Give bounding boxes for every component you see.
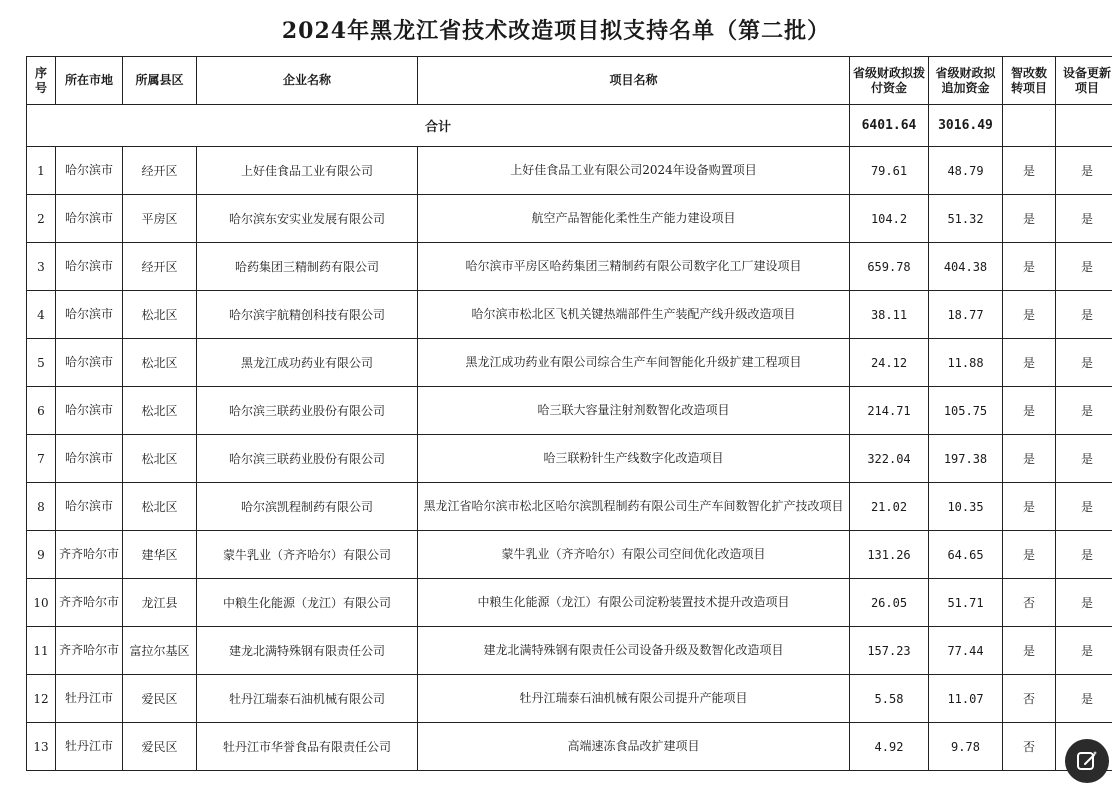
project-table (26, 56, 1112, 771)
cell-city: 牡丹江市 (56, 723, 123, 771)
cell-city: 哈尔滨市 (56, 435, 123, 483)
cell-fund-allocated: 79.61 (850, 147, 929, 195)
cell-company: 黑龙江成功药业有限公司 (197, 339, 418, 387)
cell-equipment-update: 是 (1056, 387, 1112, 435)
cell-equipment-update: 是 (1056, 531, 1112, 579)
cell-company: 哈尔滨三联药业股份有限公司 (197, 387, 418, 435)
table-row (27, 195, 1112, 243)
cell-company: 哈尔滨东安实业发展有限公司 (197, 195, 418, 243)
table-row (27, 291, 1112, 339)
cell-smart-transform: 是 (1003, 531, 1056, 579)
cell-equipment-update: 是 (1056, 483, 1112, 531)
cell-project: 哈三联粉针生产线数字化改造项目 (418, 435, 850, 483)
cell-project: 哈尔滨市平房区哈药集团三精制药有限公司数字化工厂建设项目 (418, 243, 850, 291)
cell-seq: 12 (27, 675, 56, 723)
cell-seq: 10 (27, 579, 56, 627)
cell-city: 哈尔滨市 (56, 147, 123, 195)
cell-fund-additional: 197.38 (929, 435, 1003, 483)
header-smart-transform: 智改数转项目 (1003, 57, 1056, 105)
cell-county: 松北区 (123, 291, 197, 339)
cell-fund-additional: 51.32 (929, 195, 1003, 243)
cell-city: 哈尔滨市 (56, 483, 123, 531)
cell-city: 牡丹江市 (56, 675, 123, 723)
total-empty-cell (1003, 105, 1056, 147)
cell-smart-transform: 否 (1003, 579, 1056, 627)
cell-equipment-update: 是 (1056, 435, 1112, 483)
cell-city: 齐齐哈尔市 (56, 579, 123, 627)
cell-company: 哈尔滨三联药业股份有限公司 (197, 435, 418, 483)
header-company: 企业名称 (197, 57, 418, 105)
cell-seq: 5 (27, 339, 56, 387)
cell-equipment-update: 是 (1056, 675, 1112, 723)
cell-fund-allocated: 131.26 (850, 531, 929, 579)
cell-fund-allocated: 4.92 (850, 723, 929, 771)
table-row (27, 339, 1112, 387)
cell-equipment-update: 是 (1056, 627, 1112, 675)
cell-fund-allocated: 214.71 (850, 387, 929, 435)
cell-fund-additional: 51.71 (929, 579, 1003, 627)
cell-county: 龙江县 (123, 579, 197, 627)
cell-fund-allocated: 24.12 (850, 339, 929, 387)
cell-seq: 9 (27, 531, 56, 579)
cell-city: 哈尔滨市 (56, 339, 123, 387)
total-label: 合计 (27, 105, 850, 147)
cell-project: 航空产品智能化柔性生产能力建设项目 (418, 195, 850, 243)
cell-smart-transform: 是 (1003, 387, 1056, 435)
cell-project: 建龙北满特殊钢有限责任公司设备升级及数智化改造项目 (418, 627, 850, 675)
cell-fund-allocated: 104.2 (850, 195, 929, 243)
cell-fund-allocated: 5.58 (850, 675, 929, 723)
cell-project: 黑龙江省哈尔滨市松北区哈尔滨凯程制药有限公司生产车间数智化扩产技改项目 (418, 483, 850, 531)
cell-fund-allocated: 26.05 (850, 579, 929, 627)
table-row (27, 627, 1112, 675)
cell-project: 黑龙江成功药业有限公司综合生产车间智能化升级扩建工程项目 (418, 339, 850, 387)
header-county: 所属县区 (123, 57, 197, 105)
cell-project: 上好佳食品工业有限公司2024年设备购置项目 (418, 147, 850, 195)
cell-project: 牡丹江瑞泰石油机械有限公司提升产能项目 (418, 675, 850, 723)
cell-county: 经开区 (123, 243, 197, 291)
cell-equipment-update: 是 (1056, 147, 1112, 195)
edit-note-icon (1075, 749, 1099, 773)
cell-smart-transform: 是 (1003, 483, 1056, 531)
cell-fund-allocated: 659.78 (850, 243, 929, 291)
cell-company: 建龙北满特殊钢有限责任公司 (197, 627, 418, 675)
cell-city: 哈尔滨市 (56, 195, 123, 243)
cell-city: 哈尔滨市 (56, 243, 123, 291)
cell-seq: 4 (27, 291, 56, 339)
cell-equipment-update: 是 (1056, 579, 1112, 627)
cell-smart-transform: 是 (1003, 291, 1056, 339)
cell-fund-allocated: 157.23 (850, 627, 929, 675)
cell-project: 哈三联大容量注射剂数智化改造项目 (418, 387, 850, 435)
cell-seq: 8 (27, 483, 56, 531)
cell-fund-additional: 11.07 (929, 675, 1003, 723)
cell-seq: 13 (27, 723, 56, 771)
cell-county: 松北区 (123, 483, 197, 531)
cell-smart-transform: 是 (1003, 627, 1056, 675)
cell-smart-transform: 是 (1003, 243, 1056, 291)
header-seq: 序号 (27, 57, 56, 105)
cell-fund-additional: 105.75 (929, 387, 1003, 435)
cell-company: 牡丹江瑞泰石油机械有限公司 (197, 675, 418, 723)
cell-company: 中粮生化能源（龙江）有限公司 (197, 579, 418, 627)
cell-fund-additional: 10.35 (929, 483, 1003, 531)
cell-seq: 3 (27, 243, 56, 291)
cell-smart-transform: 是 (1003, 147, 1056, 195)
cell-equipment-update: 是 (1056, 291, 1112, 339)
cell-project: 蒙牛乳业（齐齐哈尔）有限公司空间优化改造项目 (418, 531, 850, 579)
cell-city: 齐齐哈尔市 (56, 627, 123, 675)
cell-seq: 7 (27, 435, 56, 483)
cell-project: 哈尔滨市松北区飞机关键热端部件生产装配产线升级改造项目 (418, 291, 850, 339)
table-row (27, 531, 1112, 579)
cell-company: 牡丹江市华誉食品有限责任公司 (197, 723, 418, 771)
cell-company: 哈尔滨宇航精创科技有限公司 (197, 291, 418, 339)
cell-equipment-update: 是 (1056, 339, 1112, 387)
cell-city: 哈尔滨市 (56, 291, 123, 339)
cell-county: 平房区 (123, 195, 197, 243)
cell-company: 上好佳食品工业有限公司 (197, 147, 418, 195)
cell-seq: 2 (27, 195, 56, 243)
table-row (27, 243, 1112, 291)
cell-smart-transform: 是 (1003, 195, 1056, 243)
cell-company: 哈药集团三精制药有限公司 (197, 243, 418, 291)
cell-seq: 6 (27, 387, 56, 435)
header-fund-allocated: 省级财政拟拨付资金 (850, 57, 929, 105)
cell-city: 哈尔滨市 (56, 387, 123, 435)
cell-smart-transform: 是 (1003, 435, 1056, 483)
total-row (27, 105, 1112, 147)
cell-company: 哈尔滨凯程制药有限公司 (197, 483, 418, 531)
cell-county: 经开区 (123, 147, 197, 195)
cell-fund-additional: 11.88 (929, 339, 1003, 387)
cell-fund-allocated: 21.02 (850, 483, 929, 531)
total-fund-allocated: 6401.64 (850, 105, 929, 147)
cell-fund-additional: 9.78 (929, 723, 1003, 771)
cell-equipment-update: 是 (1056, 243, 1112, 291)
header-row (27, 57, 1112, 105)
cell-project: 中粮生化能源（龙江）有限公司淀粉装置技术提升改造项目 (418, 579, 850, 627)
table-row (27, 387, 1112, 435)
cell-county: 建华区 (123, 531, 197, 579)
cell-county: 松北区 (123, 387, 197, 435)
cell-county: 松北区 (123, 339, 197, 387)
cell-fund-allocated: 38.11 (850, 291, 929, 339)
header-fund-additional: 省级财政拟追加资金 (929, 57, 1003, 105)
table-row (27, 147, 1112, 195)
total-empty-cell (1056, 105, 1112, 147)
document-title: 2024年黑龙江省技术改造项目拟支持名单（第二批） (281, 18, 831, 44)
cell-county: 富拉尔基区 (123, 627, 197, 675)
cell-seq: 1 (27, 147, 56, 195)
cell-fund-additional: 77.44 (929, 627, 1003, 675)
cell-county: 爱民区 (123, 675, 197, 723)
table-row (27, 675, 1112, 723)
header-city: 所在市地 (56, 57, 123, 105)
edit-note-button[interactable] (1065, 739, 1109, 783)
cell-county: 松北区 (123, 435, 197, 483)
table-row (27, 435, 1112, 483)
total-fund-additional: 3016.49 (929, 105, 1003, 147)
cell-fund-additional: 64.65 (929, 531, 1003, 579)
cell-seq: 11 (27, 627, 56, 675)
cell-smart-transform: 是 (1003, 339, 1056, 387)
table-row (27, 579, 1112, 627)
cell-smart-transform: 否 (1003, 675, 1056, 723)
cell-city: 齐齐哈尔市 (56, 531, 123, 579)
cell-project: 高端速冻食品改扩建项目 (418, 723, 850, 771)
header-project: 项目名称 (418, 57, 850, 105)
cell-equipment-update: 是 (1056, 195, 1112, 243)
cell-fund-additional: 48.79 (929, 147, 1003, 195)
cell-company: 蒙牛乳业（齐齐哈尔）有限公司 (197, 531, 418, 579)
table-row (27, 483, 1112, 531)
cell-fund-additional: 404.38 (929, 243, 1003, 291)
header-equipment-update: 设备更新项目 (1056, 57, 1112, 105)
table-row (27, 723, 1112, 771)
cell-smart-transform: 否 (1003, 723, 1056, 771)
cell-county: 爱民区 (123, 723, 197, 771)
cell-fund-additional: 18.77 (929, 291, 1003, 339)
cell-fund-allocated: 322.04 (850, 435, 929, 483)
